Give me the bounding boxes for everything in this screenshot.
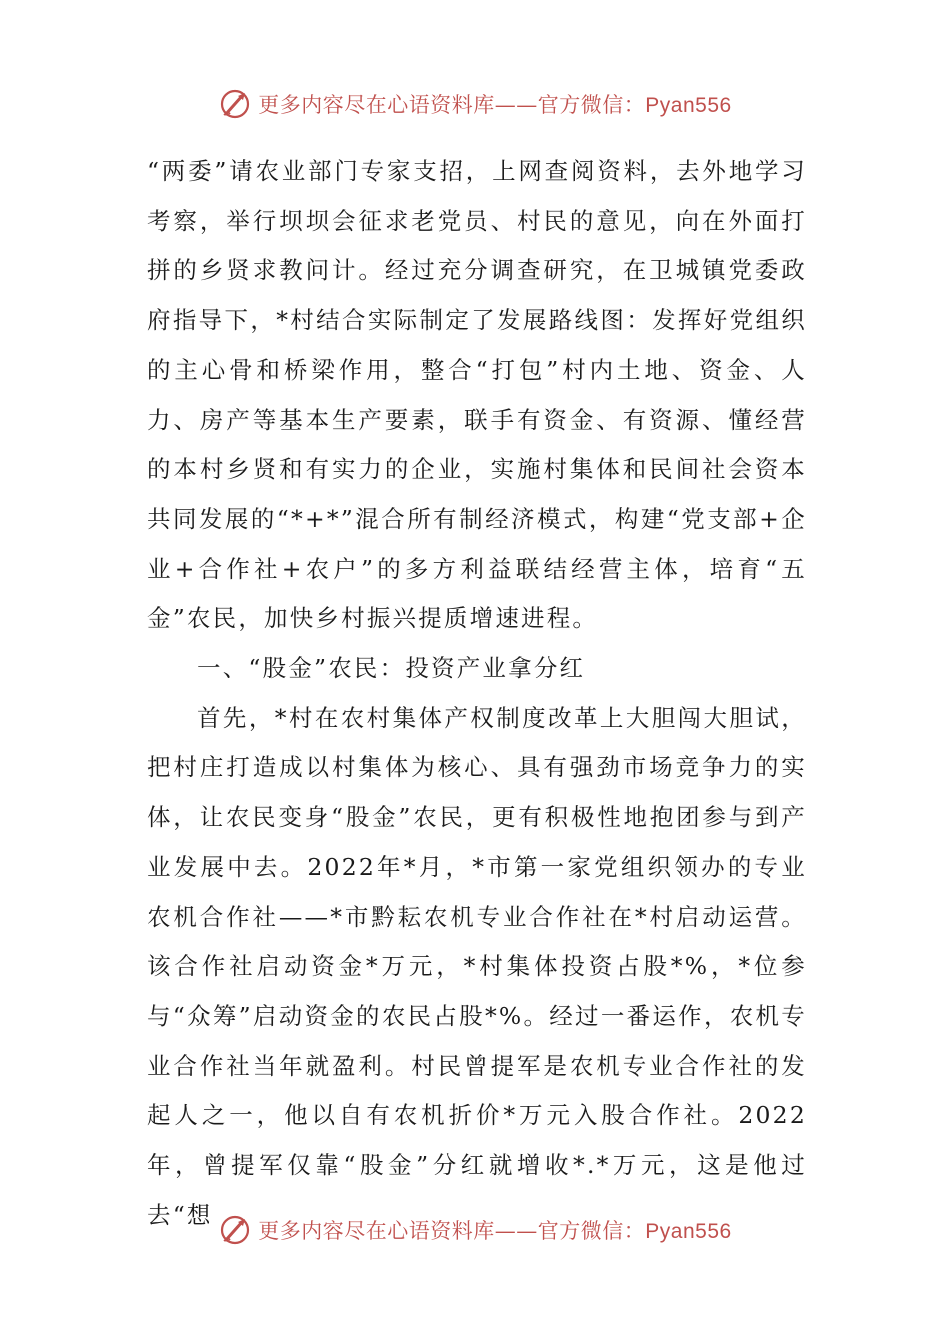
document-body — [147, 147, 807, 1240]
section-heading-1: 一、“股金”农民：投资产业拿分红 — [197, 654, 586, 683]
body-paragraph-2: 首先，*村在农村集体产权制度改革上大胆闯大胆试，把村庄打造成以村集体为核心、具有强劲市场竞争力的实体，让农民变身“股金”农民，更有积极性地抱团参与到产业发展中去。2022年*月，*市第一家党组织领办的专业农机合作社——*市黔耘农机专业合作社在*村启动运营。该合作社启动资金*万元，*村集体投资占股*%，*位参与“众筹”启动资金的农民占股*%。经过一番运作，农机专业合作社当年就盈利。村民曾提军是农机专业合作社的发起人之一，他以自有农机折价*万元入股合作社。2022年，曾提军仅靠“股金”分红就增收*.*万元，这是他过去“想 — [147, 703, 807, 1229]
footer-banner — [0, 1210, 950, 1250]
header-banner — [0, 84, 950, 124]
banner-right-text: 官方微信： — [537, 93, 646, 117]
banner-left-text: 更多内容尽在心语资料库 — [258, 1219, 495, 1243]
banner-handle: Pyan556 — [645, 1220, 732, 1243]
body-paragraph-1: “两委”请农业部门专家支招，上网查阅资料，去外地学习考察，举行坝坝会征求老党员、村民的意见，向在外面打拼的乡贤求教问计。经过充分调查研究，在卫城镇党委政府指导下，*村结合实际制定了发展路线图：发挥好党组织的主心骨和桥梁作用，整合“打包”村内土地、资金、人力、房产等基本生产要素，联手有资金、有资源、懂经营的本村乡贤和有实力的企业，实施村集体和民间社会资本共同发展的“*+*”混合所有制经济模式，构建“党支部+企业+合作社+农户”的多方利益联结经营主体，培育“五金”农民，加快乡村振兴提质增速进程。 — [147, 157, 807, 633]
banner-handle: Pyan556 — [645, 94, 732, 117]
pen-circle-logo-icon — [218, 87, 252, 121]
pen-circle-logo-icon — [218, 1213, 252, 1247]
banner-right-text: 官方微信： — [537, 1219, 646, 1243]
banner-text — [258, 1215, 731, 1245]
banner-separator: —— — [494, 1219, 538, 1243]
banner-left-text: 更多内容尽在心语资料库 — [258, 93, 495, 117]
banner-text — [258, 89, 731, 119]
banner-separator: —— — [494, 93, 538, 117]
